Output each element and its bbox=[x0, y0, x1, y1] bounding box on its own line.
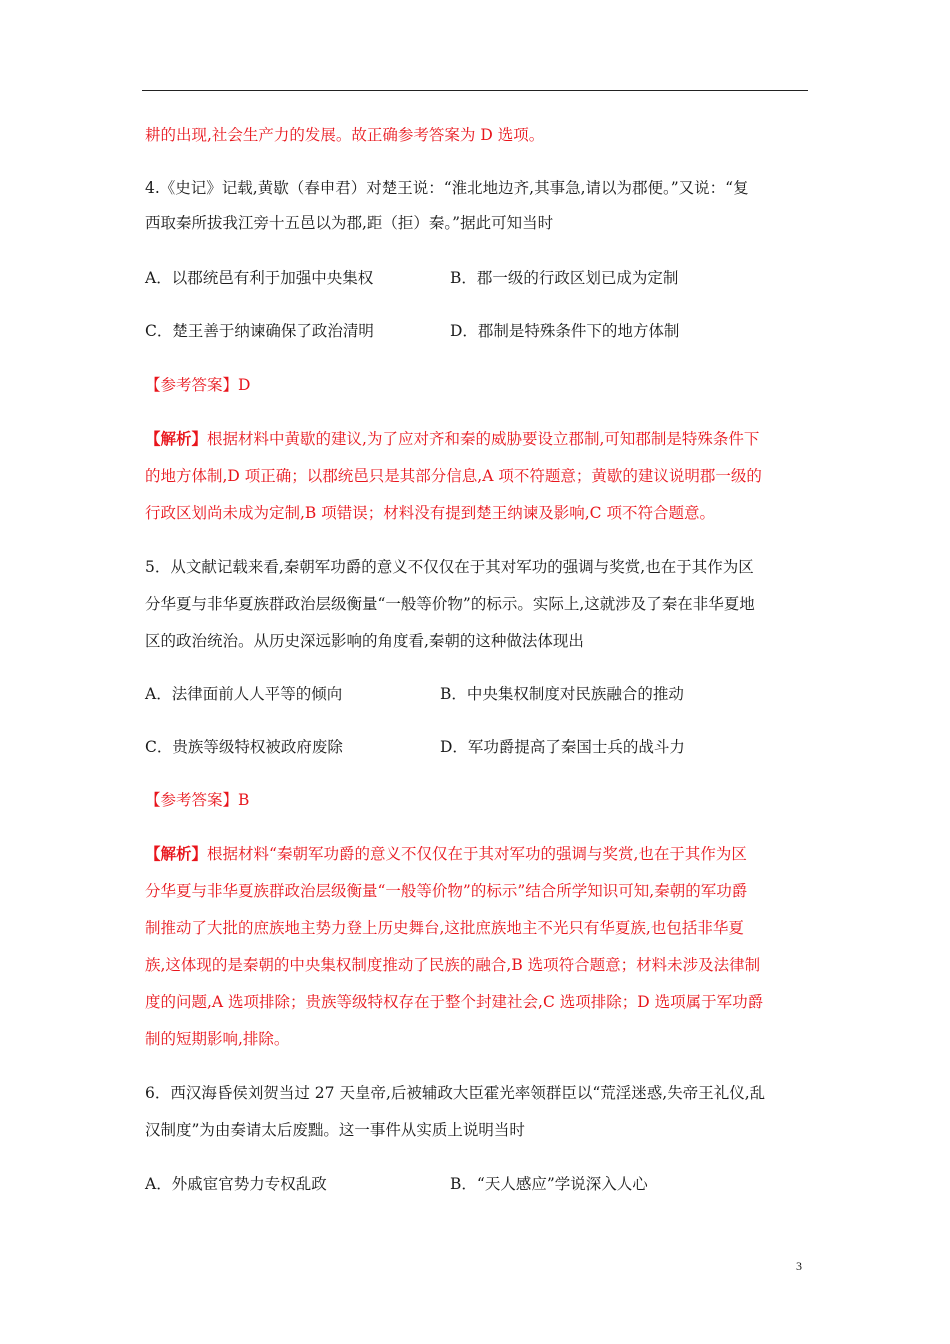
question-4-option-c: C．楚王善于纳谏确保了政治清明 bbox=[145, 322, 374, 340]
question-5-answer: 【参考答案】B bbox=[145, 791, 250, 809]
question-4-stem-line-2: 西取秦所拔我江旁十五邑以为郡,距（拒）秦。”据此可知当时 bbox=[145, 214, 554, 232]
question-5-option-d: D．军功爵提高了秦国士兵的战斗力 bbox=[440, 738, 685, 756]
question-4-stem-line-1: 4.《史记》记载,黄歇（春申君）对楚王说：“淮北地边齐,其事急,请以为郡便。”又说：“复 bbox=[145, 179, 749, 197]
question-5-analysis-line-2: 分华夏与非华夏族群政治层级衡量“一般等价物”的标示”结合所学知识可知,秦朝的军功爵 bbox=[145, 882, 748, 900]
question-5-analysis-line-1: 【解析】根据材料“秦朝军功爵的意义不仅仅在于其对军功的强调与奖赏,也在于其作为区 bbox=[145, 844, 747, 863]
analysis-tag: 【解析】 bbox=[145, 844, 208, 863]
question-6-option-a: A．外戚宦官势力专权乱政 bbox=[145, 1175, 327, 1193]
question-4-analysis-line-2: 的地方体制,D 项正确；以郡统邑只是其部分信息,A 项不符题意；黄歇的建议说明郡一级的 bbox=[145, 467, 762, 485]
header-rule bbox=[142, 90, 808, 91]
question-5-stem-line-2: 分华夏与非华夏族群政治层级衡量“一般等价物”的标示。实际上,这就涉及了秦在非华夏地 bbox=[145, 595, 755, 613]
question-5-option-a: A．法律面前人人平等的倾向 bbox=[145, 685, 343, 703]
question-4-option-b: B．郡一级的行政区划已成为定制 bbox=[450, 269, 679, 287]
question-5-stem-line-3: 区的政治统治。从历史深远影响的角度看,秦朝的这种做法体现出 bbox=[145, 632, 584, 650]
question-4-answer: 【参考答案】D bbox=[145, 376, 251, 394]
question-6-stem-line-1: 6．西汉海昏侯刘贺当过 27 天皇帝,后被辅政大臣霍光率领群臣以“荒淫迷惑,失帝王礼仪,乱 bbox=[145, 1084, 766, 1102]
question-5-option-c: C．贵族等级特权被政府废除 bbox=[145, 738, 343, 756]
question-4-analysis-line-1: 【解析】根据材料中黄歇的建议,为了应对齐和秦的威胁要设立郡制,可知郡制是特殊条件下 bbox=[145, 429, 760, 448]
question-4-analysis-line-3: 行政区划尚未成为定制,B 项错误；材料没有提到楚王纳谏及影响,C 项不符合题意。 bbox=[145, 504, 715, 522]
question-4-option-d: D．郡制是特殊条件下的地方体制 bbox=[450, 322, 680, 340]
question-4-option-a: A．以郡统邑有利于加强中央集权 bbox=[145, 269, 374, 287]
analysis-tag: 【解析】 bbox=[145, 429, 208, 448]
question-5-analysis-line-6: 制的短期影响,排除。 bbox=[145, 1030, 290, 1048]
question-5-analysis-line-5: 度的问题,A 选项排除；贵族等级特权存在于整个封建社会,C 选项排除；D 选项属于军功爵 bbox=[145, 993, 764, 1011]
continued-analysis-line: 耕的出现,社会生产力的发展。故正确参考答案为 D 选项。 bbox=[145, 126, 545, 144]
question-6-stem-line-2: 汉制度”为由奏请太后废黜。这一事件从实质上说明当时 bbox=[145, 1121, 525, 1139]
question-6-option-b: B．“天人感应”学说深入人心 bbox=[450, 1175, 648, 1193]
question-5-analysis-line-3: 制推动了大批的庶族地主势力登上历史舞台,这批庶族地主不光只有华夏族,也包括非华夏 bbox=[145, 919, 744, 937]
page-number: 3 bbox=[796, 1259, 802, 1273]
question-5-analysis-line-4: 族,这体现的是秦朝的中央集权制度推动了民族的融合,B 选项符合题意；材料未涉及法律制 bbox=[145, 956, 761, 974]
question-5-stem-line-1: 5．从文献记载来看,秦朝军功爵的意义不仅仅在于其对军功的强调与奖赏,也在于其作为区 bbox=[145, 558, 754, 576]
question-5-option-b: B．中央集权制度对民族融合的推动 bbox=[440, 685, 684, 703]
